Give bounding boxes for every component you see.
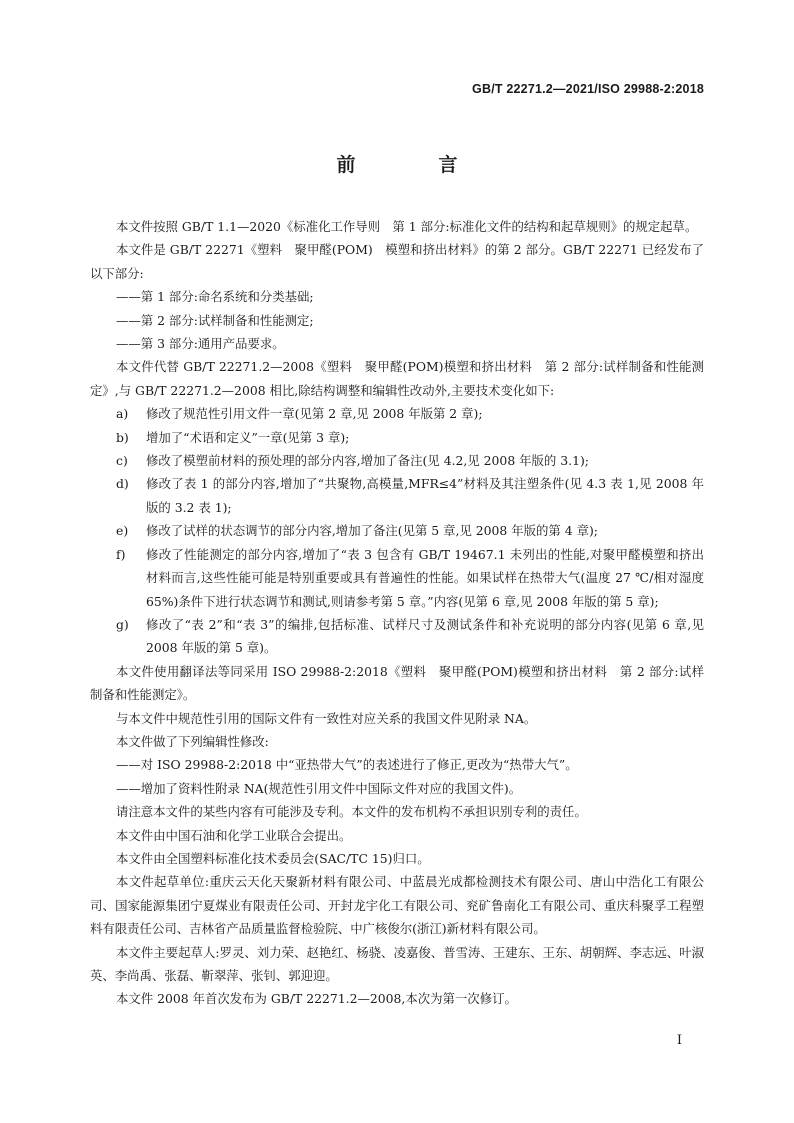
part-list-item: ——第 1 部分:命名系统和分类基础; (116, 289, 314, 305)
standard-code: GB/T 22271.2—2021/ISO 29988-2:2018 (472, 82, 704, 96)
change-text: 增加了“术语和定义”一章(见第 3 章); (146, 429, 350, 445)
change-label: e) (116, 523, 129, 539)
paragraph-history: 本文件 2008 年首次发布为 GB/T 22271.2—2008,本次为第一次修订。 (116, 991, 517, 1007)
change-item (90, 613, 704, 660)
change-item (90, 426, 704, 449)
change-label: a) (116, 406, 129, 422)
change-item (90, 449, 704, 472)
edit-list-item: ——对 ISO 29988-2:2018 中“亚热带大气”的表述进行了修正,更改为“热带大气”。 (116, 757, 578, 773)
change-label: d) (116, 476, 129, 492)
paragraph-proposer: 本文件由中国石油和化学工业联合会提出。 (116, 827, 352, 843)
change-text: 修改了性能测定的部分内容,增加了“表 3 包含有 GB/T 19467.1 未列出的性能,对聚甲醛模塑和挤出材料而言,这些性能可能是特别重要或具有普遍性的性能。如果试样在热带大气(温度 27 ℃/相对湿度 65%)条件下进行状态调节和测试,则请参考第 5 章。”内容(见第 6 章,见 2008 年版的第 5 章); (146, 546, 704, 609)
paragraph-patent-notice: 请注意本文件的某些内容有可能涉及专利。本文件的发布机构不承担识别专利的责任。 (116, 804, 587, 820)
change-text: 修改了试样的状态调节的部分内容,增加了备注(见第 5 章,见 2008 年版的第 4 章); (146, 523, 598, 539)
change-item (90, 519, 704, 542)
change-item (90, 402, 704, 425)
document-body (90, 215, 704, 1011)
edit-list-item: ——增加了资料性附录 NA(规范性引用文件中国际文件对应的我国文件)。 (116, 780, 522, 796)
change-label: b) (116, 429, 129, 445)
change-label: c) (116, 453, 128, 469)
change-label: g) (116, 616, 129, 632)
change-text: 修改了模塑前材料的预处理的部分内容,增加了备注(见 4.2,见 2008 年版的 3.1); (146, 453, 589, 469)
page-title: 前 言 (336, 154, 490, 176)
part-list-item: ——第 2 部分:试样制备和性能测定; (116, 312, 314, 328)
change-label: f) (116, 546, 126, 562)
part-list-item: ——第 3 部分:通用产品要求。 (116, 336, 285, 352)
change-item (90, 543, 704, 613)
paragraph-replacement: 本文件代替 GB/T 22271.2—2008《塑料 聚甲醛(POM)模塑和挤出材料 第 2 部分:试样制备和性能测定》,与 GB/T 22271.2—2008 相比,除结构调整和编辑性改动外,主要技术变化如下: (90, 359, 704, 398)
paragraph-annex-reference: 与本文件中规范性引用的国际文件有一致性对应关系的我国文件见附录 NA。 (116, 710, 537, 726)
paragraph-editorial-intro: 本文件做了下列编辑性修改: (116, 733, 269, 749)
paragraph-drafting-units: 本文件起草单位:重庆云天化天聚新材料有限公司、中蓝晨光成都检测技术有限公司、唐山中浩化工有限公司、国家能源集团宁夏煤业有限责任公司、开封龙宇化工有限公司、兖矿鲁南化工有限公司、重庆科聚孚工程塑料有限责任公司、吉林省产品质量监督检验院、中广核俊尔(浙江)新材料有限公司。 (90, 874, 704, 937)
paragraph-drafters: 本文件主要起草人:罗灵、刘力荣、赵艳红、杨骁、凌嘉俊、普雪涛、王建东、王东、胡朝辉、李志远、叶淑英、李尚禹、张磊、靳翠萍、张钊、郭迎迎。 (90, 944, 704, 983)
paragraph-series-intro: 本文件是 GB/T 22271《塑料 聚甲醛(POM) 模塑和挤出材料》的第 2 部分。GB/T 22271 已经发布了以下部分: (90, 242, 704, 281)
change-text: 修改了规范性引用文件一章(见第 2 章,见 2008 年版第 2 章); (146, 406, 483, 422)
change-text: 修改了“表 2”和“表 3”的编排,包括标准、试样尺寸及测试条件和补充说明的部分内容(见第 6 章,见 2008 年版的第 5 章)。 (146, 616, 704, 656)
change-item (90, 472, 704, 519)
paragraph-adoption: 本文件使用翻译法等同采用 ISO 29988-2:2018《塑料 聚甲醛(POM)模塑和挤出材料 第 2 部分:试样制备和性能测定》。 (90, 663, 704, 703)
paragraph-drafting-basis: 本文件按照 GB/T 1.1—2020《标准化工作导则 第 1 部分:标准化文件的结构和起草规则》的规定起草。 (116, 219, 698, 234)
change-text: 修改了表 1 的部分内容,增加了“共聚物,高模量,MFR≤4”材料及其注塑条件(见 4.3 表 1,见 2008 年版的 3.2 表 1); (146, 476, 704, 515)
paragraph-committee: 本文件由全国塑料标准化技术委员会(SAC/TC 15)归口。 (116, 850, 430, 866)
page-number: I (676, 1033, 682, 1048)
